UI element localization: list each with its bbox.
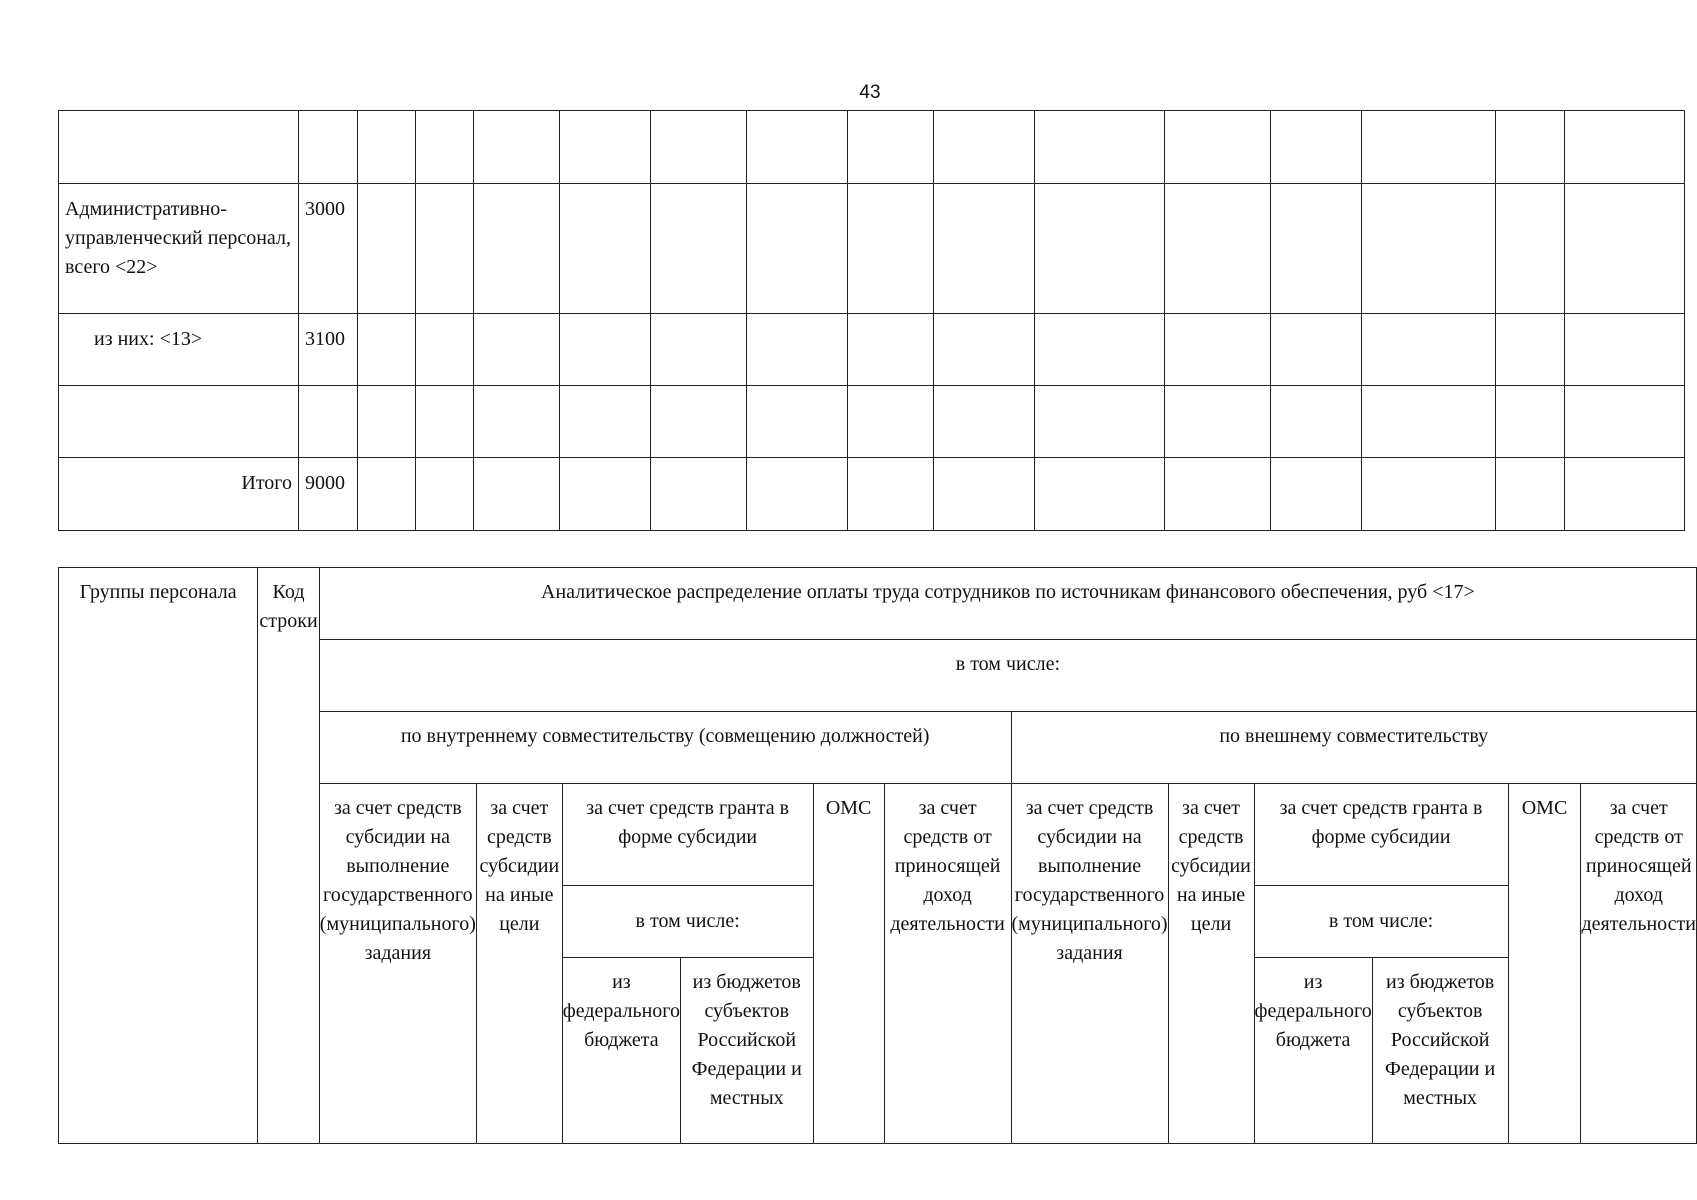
row-code-cell <box>299 386 358 458</box>
main-header: Аналитическое распределение оплаты труда сотрудников по источникам финансового обеспечения, руб <17> <box>319 568 1696 640</box>
page-number: 43 <box>859 82 881 103</box>
external-oms-header: ОМС <box>1508 784 1581 1144</box>
row-name-cell <box>59 386 299 458</box>
internal-regional-header: из бюджетов субъектов Российской Федерации и местных <box>680 958 813 1144</box>
internal-income-header: за счет средств от приносящей доход деятельности <box>884 784 1011 1144</box>
including-header: в том числе: <box>319 640 1696 712</box>
row-name-cell: Административно-управленческий персонал, всего <22> <box>59 184 299 314</box>
code-header: Код строки <box>258 568 320 1144</box>
external-header: по внешнему совместительству <box>1011 712 1697 784</box>
internal-oms-header: ОМС <box>813 784 884 1144</box>
internal-header: по внутреннему совместительству (совмещению должностей) <box>319 712 1011 784</box>
internal-state-task-header: за счет средств субсидии на выполнение государственного (муниципального) задания <box>319 784 476 1144</box>
table-row <box>59 458 1685 531</box>
bottom-table <box>58 567 1697 1144</box>
row-code-cell: 3100 <box>299 314 358 386</box>
internal-federal-header: из федерального бюджета <box>562 958 680 1144</box>
group-header: Группы персонала <box>59 568 258 1144</box>
row-name-cell: Итого <box>59 458 299 531</box>
row-name-cell <box>59 111 299 184</box>
table-row <box>59 111 1685 184</box>
row-code-cell: 9000 <box>299 458 358 531</box>
external-income-header: за счет средств от приносящей доход деятельности <box>1581 784 1697 1144</box>
top-table <box>58 110 1685 531</box>
external-grant-including-header: в том числе: <box>1254 886 1508 958</box>
internal-other-goals-header: за счет средств субсидии на иные цели <box>476 784 562 1144</box>
external-state-task-header: за счет средств субсидии на выполнение государственного (муниципального) задания <box>1011 784 1168 1144</box>
table-row <box>59 314 1685 386</box>
external-grant-header: за счет средств гранта в форме субсидии <box>1254 784 1508 886</box>
internal-grant-including-header: в том числе: <box>562 886 813 958</box>
row-name-cell: из них: <13> <box>59 314 299 386</box>
external-regional-header: из бюджетов субъектов Российской Федерации и местных <box>1372 958 1508 1144</box>
row-code-cell <box>299 111 358 184</box>
table-row <box>59 184 1685 314</box>
internal-grant-header: за счет средств гранта в форме субсидии <box>562 784 813 886</box>
table-row <box>59 386 1685 458</box>
external-other-goals-header: за счет средств субсидии на иные цели <box>1168 784 1254 1144</box>
external-federal-header: из федерального бюджета <box>1254 958 1372 1144</box>
row-code-cell: 3000 <box>299 184 358 314</box>
